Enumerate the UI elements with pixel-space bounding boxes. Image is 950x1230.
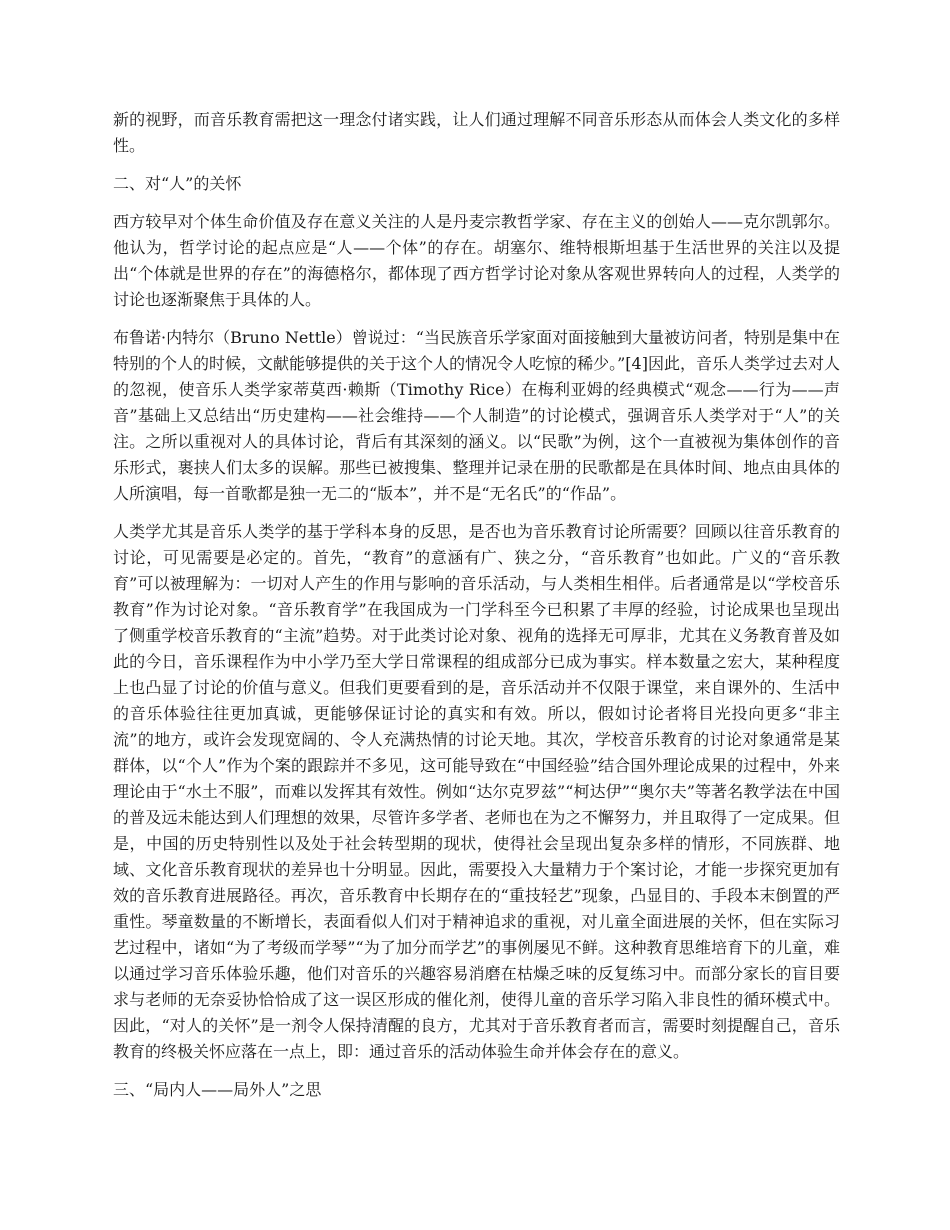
section-heading-3: 三、“局内人——局外人”之思 <box>113 1080 322 1099</box>
paragraph-kierkegaard: 西方较早对个体生命价值及存在意义关注的人是丹麦宗教哲学家、存在主义的创始人——克尔凯郭尔。他认为，哲学讨论的起点应是“人——个体”的存在。胡塞尔、维特根斯坦基于生活世界的关注以及提出“个体就是世界的存在”的海德格尔，都体现了西方哲学讨论对象从客观世界转向人的过程，人类学的讨论也逐渐聚焦于具体的人。 <box>113 212 840 309</box>
paragraph-music-education: 人类学尤其是音乐人类学的基于学科本身的反思，是否也为音乐教育讨论所需要？回顾以往音乐教育的讨论，可见需要是必定的。首先，“教育”的意涵有广、狭之分，“音乐教育”也如此。广义的“音乐教育”可以被理解为：一切对人产生的作用与影响的音乐活动，与人类相生相伴。后者通常是以“学校音乐教育”作为讨论对象。“音乐教育学”在我国成为一门学科至今已积累了丰厚的经验，讨论成果也呈现出了侧重学校音乐教育的“主流”趋势。对于此类讨论对象、视角的选择无可厚非，尤其在义务教育普及如此的今日，音乐课程作为中小学乃至大学日常课程的组成部分已成为事实。样本数量之宏大，某种程度上也凸显了讨论的价值与意义。但我们更要看到的是，音乐活动并不仅限于课堂，来自课外的、生活中的音乐体验往往更加真诚，更能够保证讨论的真实和有效。所以，假如讨论者将目光投向更多“非主流”的地方，或许会发现宽阔的、令人充满热情的讨论天地。其次，学校音乐教育的讨论对象通常是某群体，以“个人”作为个案的跟踪并不多见，这可能导致在“中国经验”结合国外理论成果的过程中，外来理论由于“水土不服”，而难以发挥其有效性。例如“达尔克罗兹”“柯达伊”“奥尔夫”等著名教学法在中国的普及远未能达到人们理想的效果，尽管许多学者、老师也在为之不懈努力，并且取得了一定成果。但是，中国的历史特别性以及处于社会转型期的现状，使得社会呈现出复杂多样的情形，不同族群、地域、文化音乐教育现状的差异也十分明显。因此，需要投入大量精力于个案讨论，才能一步探究更加有效的音乐教育进展路径。再次，音乐教育中长期存在的“重技轻艺”现象，凸显目的、手段本末倒置的严重性。琴童数量的不断增长，表面看似人们对于精神追求的重视，对儿童全面进展的关怀，但在实际习艺过程中，诸如“为了考级而学琴”“为了加分而学艺”的事例屡见不鲜。这种教育思维培育下的儿童，难以通过学习音乐体验乐趣，他们对音乐的兴趣容易消磨在枯燥乏味的反复练习中。而部分家长的盲目要求与老师的无奈妥协恰恰成了这一误区形成的催化剂，使得儿童的音乐学习陷入非良性的循环模式中。因此，“对人的关怀”是一剂令人保持清醒的良方，尤其对于音乐教育者而言，需要时刻提醒自己，音乐教育的终极关怀应落在一点上，即：通过音乐的活动体验生命并体会存在的意义。 <box>113 522 840 1061</box>
document-body <box>113 107 840 1115</box>
paragraph-intro-continuation: 新的视野，而音乐教育需把这一理念付诸实践，让人们通过理解不同音乐形态从而体会人类文化的多样性。 <box>113 110 840 155</box>
section-heading-2: 二、对“人”的关怀 <box>113 174 242 193</box>
paragraph-nettle: 布鲁诺·内特尔（Bruno Nettle）曾说过：“当民族音乐学家面对面接触到大量被访问者，特别是集中在特别的个人的时候，文献能够提供的关于这个人的情况令人吃惊的稀少。”[4]因此，音乐人类学过去对人的忽视，使音乐人类学家蒂莫西·赖斯（Timothy Rice）在梅利亚姆的经典模式“观念——行为——声音”基础上又总结出“历史建构——社会维持——个人制造”的讨论模式，强调音乐人类学对于“人”的关注。之所以重视对人的具体讨论，背后有其深刻的涵义。以“民歌”为例，这个一直被视为集体创作的音乐形式，裹挟人们太多的误解。那些已被搜集、整理并记录在册的民歌都是在具体时间、地点由具体的人所演唱，每一首歌都是独一无二的“版本”，并不是“无名氏”的“作品”。 <box>113 328 840 503</box>
